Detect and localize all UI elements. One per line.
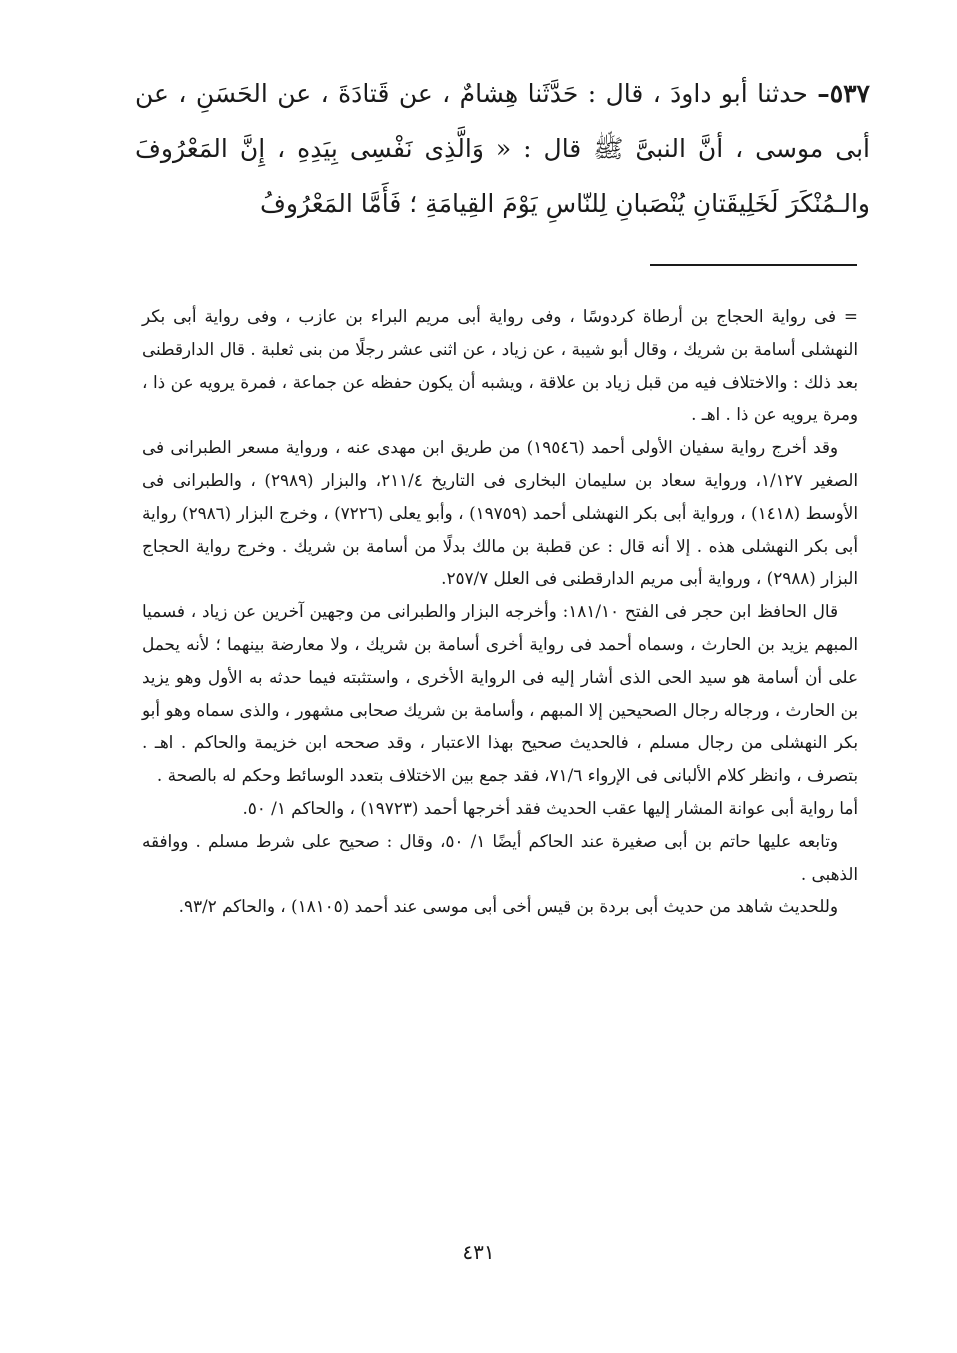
- footnote-paragraph: أما رواية أبى عوانة المشار إليها عقب الحديث فقد أخرجها أحمد (١٩٧٢٣) ، والحاكم ١/ ٥٠.: [242, 797, 858, 818]
- footnote-paragraph: وللحديث شاهد من حديث أبى بردة بن قيس أخى أبى موسى عند أحمد (١٨١٠٥) ، والحاكم ٩٣/٢.: [178, 896, 838, 917]
- hadith-number: ٥٣٧–: [817, 79, 870, 108]
- footnote-paragraph: = فى رواية الحجاج بن أرطاة كردوسًا ، وفى رواية أبى مريم البراء بن عازب ، وفى رواية أبى بكر النهشلى أسامة بن شريك ، وقال أبو شيبة ، عن زياد ، عن اثنى عشر رجلًا من بنى ثعلبة . قال الدارقطنى بعد ذلك : والاختلاف فيه من قبل زياد بن علاقة ، ويشبه أن يكون حفظه عن جماعة ، فمرة يرويه عن ذا ، ومرة يرويه عن ذا . اهـ .: [142, 306, 858, 425]
- page-number: ٤٣١: [462, 1240, 495, 1264]
- hadith-body: حدثنا أبو داودَ ، قال : حَدَّثَنا هِشامٌ ، عن قَتادَةَ ، عن الحَسَنِ ، عن أبى موسى ، أنَّ النبىَّ ﷺ قال : « وَالَّذِى نَفْسِى بِيَدِهِ ، إِنَّ المَعْرُوفَ والـمُنْكَرَ لَخَلِيقَتانِ يُنْصَبانِ لِلنّاسِ يَوْمَ القِيامَةِ ؛ فَأَمَّا المَعْرُوفُ: [135, 79, 870, 218]
- hadith-text-block: [135, 66, 870, 231]
- footnote-paragraph: قال الحافظ ابن حجر فى الفتح ١٨١/١٠: وأخرجه البزار والطبرانى من وجهين آخرين عن زياد ، فسميا المبهم يزيد بن الحارث ، وسماه أحمد فى رواية أخرى أسامة بن شريك ، ولا معارضة بينهما ؛ لأنه يحمل على أن أسامة هو سيد الحى الذى أشار إليه فى الرواية الأخرى ، واستثبته فيما حدثه به الأول وهو يزيد بن الحارث ، ورجاله رجال الصحيحين إلا المبهم ، وأسامة بن شريك صحابى مشهور ، والذى سماه وهو أبو بكر النهشلى من رجال مسلم ، فالحديث صحيح بهذا الاعتبار ، وقد صححه ابن خزيمة والحاكم . اهـ . بتصرف ، وانظر كلام الألبانى فى الإرواء ٧١/٦، فقد جمع بين الاختلاف بتعدد الوسائط وحكم له بالصحة .: [142, 601, 858, 786]
- footnote-paragraph: وقد أخرج رواية سفيان الأولى أحمد (١٩٥٤٦) من طريق ابن مهدى عنه ، ورواية مسعر الطبرانى فى الصغير ١/١٢٧، ورواية سعاد بن سليمان البخارى فى التاريخ ٢١١/٤، والبزار (٢٩٨٩) ، والطبرانى فى الأوسط (١٤١٨) ، ورواية أبى بكر النهشلى أحمد (١٩٧٥٩) ، وأبو يعلى (٧٢٢٦) ، وخرج البزار (٢٩٨٦) رواية أبى بكر النهشلى هذه . إلا أنه قال : عن قطبة بن مالك بدلًا من أسامة بن شريك . وخرج رواية الحجاج البزار (٢٩٨٨) ، ورواية أبى مريم الدارقطنى فى العلل ٢٥٧/٧.: [142, 437, 859, 589]
- footnotes-section: [142, 300, 858, 923]
- footnote-paragraph: وتابعه عليها حاتم بن أبى صغيرة عند الحاكم أيضًا ١/ ٥٠، وقال : صحيح على شرط مسلم . ووافقه الذهبى .: [142, 830, 858, 884]
- footnote-divider: [650, 264, 857, 266]
